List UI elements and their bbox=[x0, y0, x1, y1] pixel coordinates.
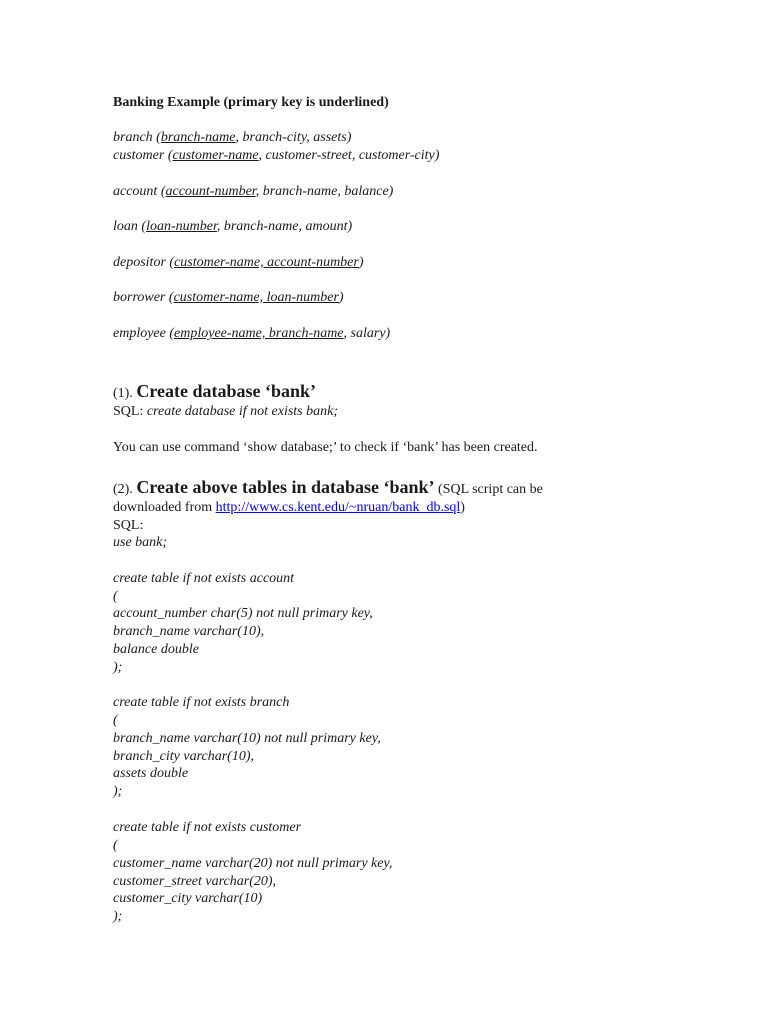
paren: ( bbox=[157, 184, 166, 199]
code-line: balance double bbox=[113, 642, 199, 657]
code-line: create table if not exists account bbox=[113, 571, 295, 586]
code-line: create table if not exists branch bbox=[113, 695, 290, 710]
attributes: , branch-city, assets) bbox=[235, 130, 352, 145]
paren: ( bbox=[165, 290, 174, 305]
step-number: (2). bbox=[113, 482, 137, 497]
primary-key: employee-name, branch-name bbox=[174, 326, 344, 341]
code-line: ); bbox=[113, 909, 123, 924]
code-line: ( bbox=[113, 838, 118, 853]
code-line: customer_name varchar(20) not null primary key, bbox=[113, 856, 393, 871]
step1-sql bbox=[113, 403, 338, 421]
primary-key: customer-name, loan-number bbox=[173, 290, 339, 305]
paren: ) bbox=[460, 500, 465, 515]
paren: ( bbox=[137, 219, 147, 234]
step-number: (1). bbox=[113, 386, 137, 401]
schema-loan bbox=[113, 218, 352, 236]
relation-name: customer bbox=[113, 148, 165, 163]
attributes: , salary) bbox=[343, 326, 391, 341]
attributes: ) bbox=[358, 255, 364, 270]
paren: ( bbox=[165, 255, 175, 270]
code-line: assets double bbox=[113, 766, 189, 781]
relation-name: depositor bbox=[113, 255, 166, 270]
relation-name: loan bbox=[113, 219, 138, 234]
schema-depositor bbox=[113, 254, 364, 272]
code-line: ); bbox=[113, 784, 123, 799]
paren: ( bbox=[165, 326, 175, 341]
schema-branch bbox=[113, 129, 351, 147]
paren: ( bbox=[164, 148, 173, 163]
schema-customer bbox=[113, 147, 439, 165]
step1-note: You can use command ‘show database;’ to check if ‘bank’ has been created. bbox=[113, 440, 538, 455]
primary-key: loan-number bbox=[146, 219, 217, 234]
code-line: create table if not exists customer bbox=[113, 820, 302, 835]
relation-name: branch bbox=[113, 130, 153, 145]
sql-statement: create database if not exists bank; bbox=[146, 404, 339, 419]
sql-label: SQL: bbox=[113, 404, 147, 419]
code-line: ( bbox=[113, 713, 118, 728]
relation-name: employee bbox=[113, 326, 166, 341]
code-line: customer_city varchar(10) bbox=[113, 891, 263, 906]
step2-sql-label: SQL: bbox=[113, 518, 144, 533]
code-line: branch_name varchar(10) not null primary key, bbox=[113, 731, 381, 746]
code-line: branch_city varchar(10), bbox=[113, 749, 254, 764]
schema-account bbox=[113, 183, 393, 201]
attributes: , customer-street, customer-city) bbox=[258, 148, 440, 163]
primary-key: customer-name bbox=[172, 148, 259, 163]
attributes: ) bbox=[338, 290, 344, 305]
step-title: Create database ‘bank’ bbox=[136, 381, 316, 401]
step-title: Create above tables in database ‘bank’ bbox=[136, 477, 435, 497]
relation-name: borrower bbox=[113, 290, 166, 305]
paren: ( bbox=[152, 130, 161, 145]
download-text: downloaded from bbox=[113, 500, 216, 515]
primary-key: account-number bbox=[165, 184, 256, 199]
step2-download bbox=[113, 499, 465, 517]
primary-key: branch-name bbox=[160, 130, 236, 145]
code-line: customer_street varchar(20), bbox=[113, 874, 277, 889]
document-title: Banking Example (primary key is underlined) bbox=[113, 95, 389, 110]
script-link[interactable]: http://www.cs.kent.edu/~nruan/bank_db.sql bbox=[215, 500, 461, 515]
attributes: , branch-name, balance) bbox=[255, 184, 394, 199]
relation-name: account bbox=[113, 184, 158, 199]
sql-use-bank: use bank; bbox=[113, 535, 168, 550]
code-line: ); bbox=[113, 660, 123, 675]
schema-borrower bbox=[113, 289, 344, 307]
code-line: account_number char(5) not null primary key, bbox=[113, 606, 373, 621]
attributes: , branch-name, amount) bbox=[216, 219, 353, 234]
schema-employee bbox=[113, 325, 390, 343]
step1-heading bbox=[113, 380, 316, 405]
primary-key: customer-name, account-number bbox=[174, 255, 359, 270]
step-aside: (SQL script can be bbox=[434, 482, 543, 497]
code-line: branch_name varchar(10), bbox=[113, 624, 265, 639]
step2-heading bbox=[113, 476, 543, 501]
code-line: ( bbox=[113, 589, 118, 604]
